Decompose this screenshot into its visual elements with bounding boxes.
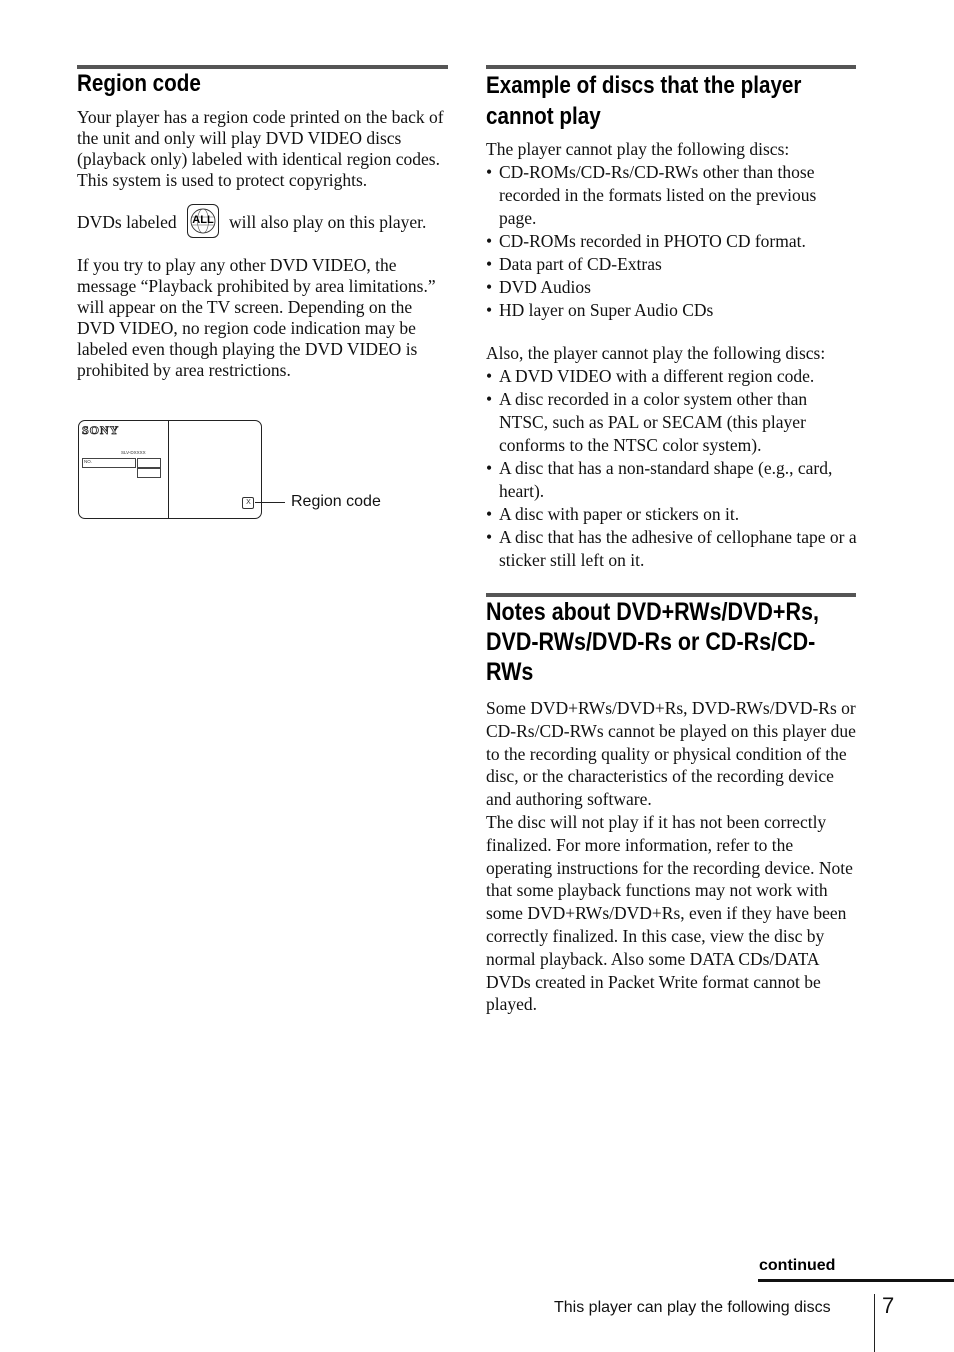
callout-line xyxy=(255,502,285,503)
dvds-labeled-suffix: will also play on this player. xyxy=(229,212,427,232)
cannot-play-list xyxy=(486,161,858,322)
example-heading-line-2: cannot play xyxy=(486,103,601,130)
region-warning-paragraph: If you try to play any other DVD VIDEO, the message “Playback prohibited by area limitations.” will appear on the TV screen. Depending on the DVD VIDEO, no region code indication may be labeled even though playing the DVD VIDEO is prohibited by area restrictions. xyxy=(77,255,436,380)
list-item: • Data part of CD-Extras xyxy=(486,254,662,274)
region-code-mark xyxy=(242,497,254,509)
continued-label: continued xyxy=(759,1257,836,1274)
dvds-labeled-line xyxy=(77,204,457,240)
example-heading xyxy=(486,70,801,132)
notes-heading xyxy=(486,597,819,687)
example-heading-line-1: Example of discs that the player xyxy=(486,72,802,99)
model-number: SLV-DXXXX xyxy=(121,450,146,455)
serial-number-label: NO. xyxy=(84,459,93,464)
notes-heading-line-2: DVD-RWs/DVD-Rs or CD-Rs/CD- xyxy=(486,628,816,656)
list-item: • CD-ROMs/CD-Rs/CD-RWs other than those recorded in the formats listed on the previous page. xyxy=(486,162,817,228)
notes-body-paragraph: Some DVD+RWs/DVD+Rs, DVD-RWs/DVD-Rs or CD-Rs/CD-RWs cannot be played on this player due to the recording quality or physical condition of the disc, or the characteristics of the recording device and authoring software. The disc will not play if it has not been correctly finalized. For more information, refer to the operating instructions for the recording device. Note that some playback functions may not work with some DVD+RWs/DVD+Rs, even if they have been correctly finalized. In this case, view the disc by normal playback. Also some DATA CDs/DATA DVDs created in Packet Write format cannot be played. xyxy=(486,698,856,1015)
region-heading-rule xyxy=(77,65,448,69)
continued-rule xyxy=(758,1279,954,1282)
rear-panel-diagram xyxy=(78,420,398,522)
list-item: • A DVD VIDEO with a different region code. xyxy=(486,366,815,386)
list-item: • HD layer on Super Audio CDs xyxy=(486,300,714,320)
notes-heading-line-1: Notes about DVD+RWs/DVD+Rs, xyxy=(486,598,819,626)
rating-box-top xyxy=(137,458,161,468)
notes-heading-line-3: RWs xyxy=(486,658,534,686)
example-heading-rule xyxy=(486,65,856,69)
region-intro-paragraph: Your player has a region code printed on the back of the unit and only will play DVD VIDEO discs (playback only) labeled with identical region codes. This system is used to protect copyrights. xyxy=(77,107,444,190)
page-number: 7 xyxy=(882,1293,895,1318)
rating-box-bottom xyxy=(137,468,161,478)
list-item: • DVD Audios xyxy=(486,277,591,297)
cannot-play-intro: The player cannot play the following discs: xyxy=(486,139,790,159)
list-item: • A disc that has a non-standard shape (e.g., card, heart). xyxy=(486,458,833,501)
list-item: • A disc that has the adhesive of cellophane tape or a sticker still left on it. xyxy=(486,527,857,570)
list-item: • A disc with paper or stickers on it. xyxy=(486,504,740,524)
also-cannot-play-intro: Also, the player cannot play the following discs: xyxy=(486,343,826,363)
region-code-heading: Region code xyxy=(77,70,201,97)
also-cannot-play-list xyxy=(486,365,858,572)
region-code-callout: Region code xyxy=(291,493,381,510)
label-divider xyxy=(168,421,169,518)
footer-section-title: This player can play the following discs xyxy=(554,1299,831,1316)
footer-divider xyxy=(874,1294,875,1352)
region-code-symbol: X xyxy=(246,499,251,506)
dvds-labeled-text: DVDs labeled xyxy=(77,212,177,232)
list-item: • CD-ROMs recorded in PHOTO CD format. xyxy=(486,231,806,251)
sony-logo: SONY xyxy=(82,423,120,437)
all-logo-text: ALL xyxy=(192,214,214,226)
all-region-logo xyxy=(187,204,219,238)
list-item: • A disc recorded in a color system other than NTSC, such as PAL or SECAM (this player conforms to the NTSC color system). xyxy=(486,389,808,455)
